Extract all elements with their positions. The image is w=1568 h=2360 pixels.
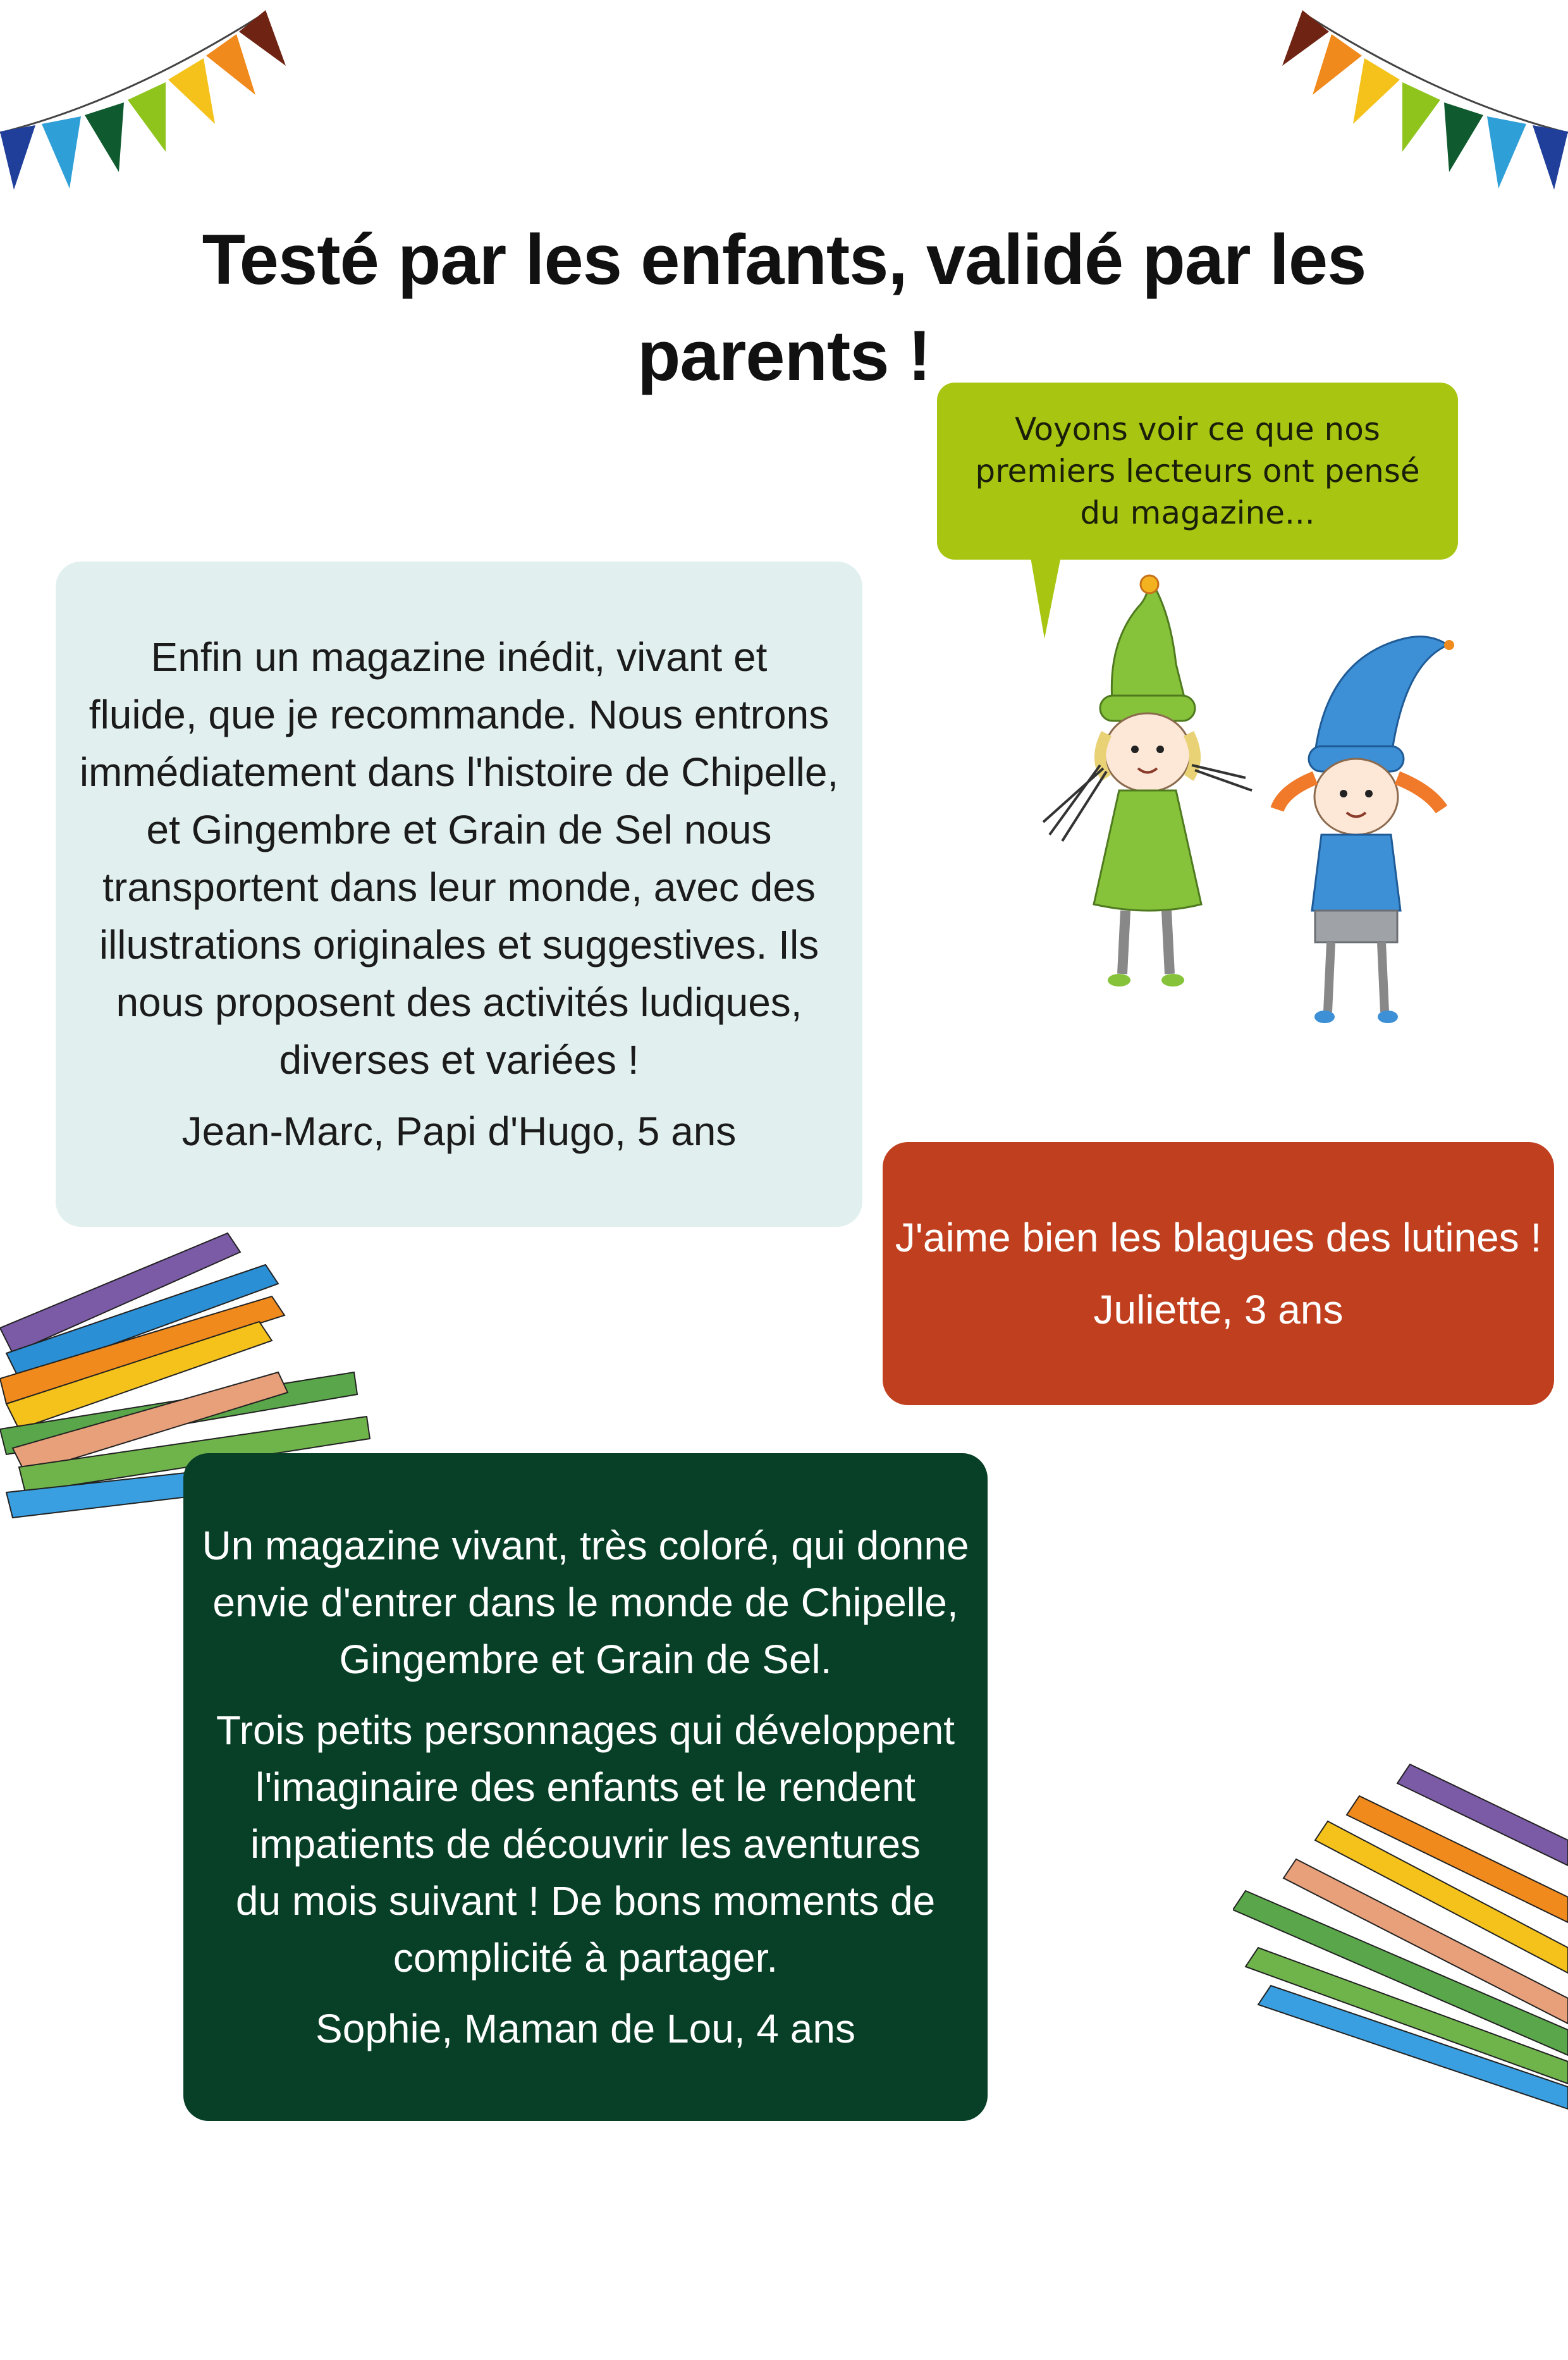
speech-bubble: Voyons voir ce que nos premiers lecteurs ont pensé du magazine... [937,383,1458,560]
bunting-right-illustration [1271,0,1568,202]
testimonial-card-3 [183,1453,988,2121]
elf-blue-figure [1277,637,1454,1023]
pencils-right-illustration [1233,1758,1568,2112]
testimonial-quote: Enfin un magazine inédit, vivant et fluide, que je recommande. Nous entrons immédiatement dans l'histoire de Chipelle, et Gingembre et Grain de Sel nous transportent dans leur monde, avec des illustrations originales et suggestives. Ils nous proposent des activités ludiques, diverses et variées ! [79,634,839,1083]
testimonial-author: Juliette, 3 ans [1093,1287,1344,1332]
testimonial-quote: J'aime bien les blagues des lutines ! [895,1215,1542,1260]
testimonial-author: Sophie, Maman de Lou, 4 ans [315,2006,855,2051]
testimonial-card-1 [56,562,862,1227]
testimonial-quote-continued: Trois petits personnages qui développent l'imaginaire des enfants et le rendent impatients de découvrir les aventures du mois suivant ! De bons moments de complicité à partager. [216,1707,955,1981]
testimonial-quote: Un magazine vivant, très coloré, qui donne envie d'entrer dans le monde de Chipelle, Gingembre et Grain de Sel. [202,1523,969,1682]
elf-green-figure [1043,575,1252,986]
bunting-left-illustration [0,0,297,202]
testimonial-author: Jean-Marc, Papi d'Hugo, 5 ans [181,1108,737,1154]
page-title: Testé par les enfants, validé par les parents ! [202,220,1366,395]
testimonial-card-2 [883,1142,1554,1405]
elf-characters-illustration [1012,569,1467,1031]
